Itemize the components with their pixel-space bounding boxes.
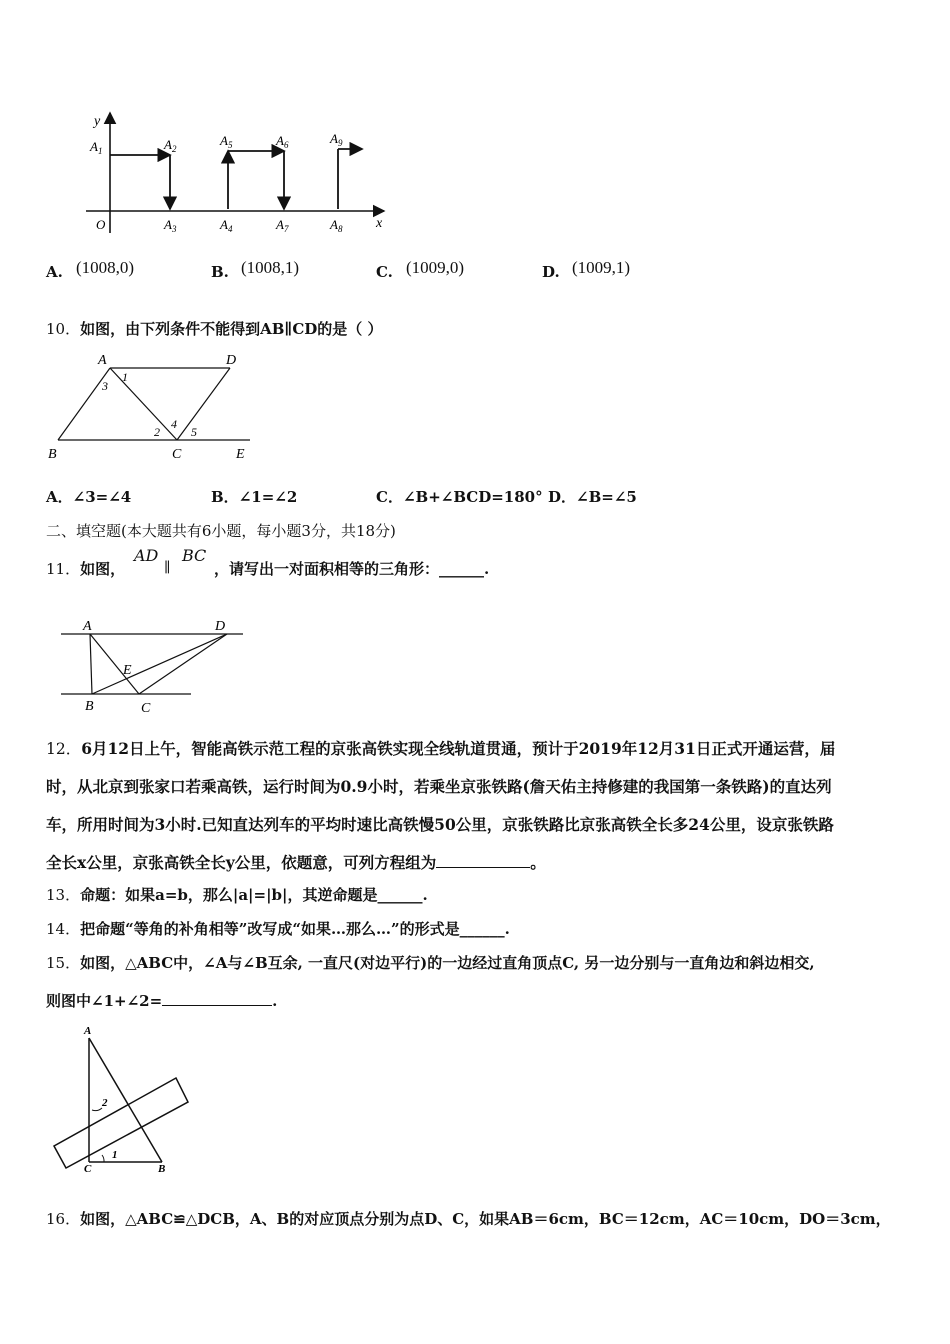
label-c: C [172, 447, 182, 462]
label-d: D [215, 619, 226, 634]
label-b: B [85, 699, 94, 714]
q11-ad: AD [134, 546, 159, 565]
option-value: (1009,1) [572, 258, 631, 277]
line-ac [110, 368, 177, 440]
question-number: 14． [46, 920, 81, 938]
q11-bc: BC [182, 546, 207, 565]
label-a7: $A_7$ [276, 217, 289, 234]
q9-option-d[interactable] [542, 258, 631, 281]
option-label: B． [211, 488, 239, 506]
question-number: 11． [46, 560, 81, 578]
label-a4: $A_4$ [220, 217, 233, 234]
label-a3: $A_3$ [164, 217, 177, 234]
question-number: 13． [46, 886, 81, 904]
option-label: D． [548, 488, 577, 506]
label-c: C [84, 1163, 92, 1175]
q12-line-3: 车，所用时间为3小时.已知直达列车的平均时速比高铁慢50公里，京张铁路比京张高铁全长多24公里，设京张铁路 [46, 815, 834, 834]
label-x: x [376, 216, 383, 231]
q11-figure [55, 612, 255, 717]
option-value: (1008,1) [241, 258, 300, 277]
line-cd [177, 368, 230, 440]
label-d: D [226, 353, 237, 368]
angle-4: 4 [171, 417, 177, 431]
label-a: A [98, 353, 107, 368]
label-e: E [236, 447, 245, 462]
q10-stem [46, 318, 383, 340]
q11-suffix: ，请写出一对面积相等的三角形：______. [214, 560, 490, 578]
q16-stem [46, 1208, 891, 1230]
section-heading: 二、填空题(本大题共有6小题，每小题3分，共18分) [46, 522, 396, 540]
q11-stem [46, 558, 125, 580]
label-a: A [83, 619, 92, 634]
option-label: A. [46, 263, 63, 281]
q15-line-2 [46, 990, 277, 1012]
q12-line-2: 时，从北京到张家口若乘高铁，运行时间为0.9小时，若乘坐京张铁路(詹天佑主持修建的我国第一条铁路)的直达列 [46, 777, 832, 796]
q10-option-d[interactable] [548, 486, 637, 508]
q13-stem [46, 884, 428, 906]
q12-line-1 [46, 730, 916, 768]
angle-2: 2 [102, 1097, 108, 1109]
q12-end: 。 [530, 853, 546, 872]
line-ac [90, 634, 139, 694]
q12-line-4 [46, 844, 916, 882]
label-a6: $A_6$ [276, 133, 289, 150]
option-label: D. [542, 263, 560, 281]
option-label: A． [46, 488, 73, 506]
line-cd [139, 634, 227, 694]
question-text: 如图，△ABC≌△DCB，A、B的对应顶点分别为点D、C，如果AB＝6cm，BC＝12cm，AC＝10cm，DO＝3cm， [80, 1210, 891, 1228]
question-number: 16． [46, 1210, 81, 1228]
label-a5: $A_5$ [220, 133, 233, 150]
label-y: y [94, 114, 101, 129]
angle-1-arc [102, 1155, 104, 1162]
option-label: B. [211, 263, 229, 281]
q12-text-4: 全长x公里，京张高铁全长y公里，依题意，可列方程组为 [46, 853, 437, 872]
line-ab [90, 634, 92, 694]
side-ab [89, 1038, 162, 1162]
label-e: E [123, 663, 132, 678]
label-b: B [158, 1163, 166, 1175]
q9-option-c[interactable] [376, 258, 465, 281]
q15-stem [46, 952, 815, 974]
q15-text-2: 则图中∠1+∠2= [46, 992, 163, 1010]
label-o: O [96, 217, 106, 232]
label-a: A [84, 1025, 92, 1037]
question-number: 15． [46, 954, 81, 972]
angle-1: 1 [122, 370, 128, 384]
option-value: (1009,0) [406, 258, 465, 277]
option-value: ∠B+∠BCD=180° [402, 488, 543, 506]
q9-option-b[interactable] [211, 258, 300, 281]
angle-5: 5 [191, 425, 197, 439]
option-label: C. [376, 263, 393, 281]
angle-1: 1 [112, 1149, 118, 1161]
question-number: 12． [46, 740, 82, 758]
option-value: ∠3=∠4 [72, 488, 132, 506]
q14-stem [46, 918, 510, 940]
q10-figure [40, 348, 260, 463]
q12-answer-blank[interactable] [436, 853, 530, 868]
q10-option-c[interactable] [376, 486, 543, 508]
q15-answer-blank[interactable] [162, 991, 272, 1006]
label-a1: $A_1$ [90, 139, 103, 156]
question-text: 如图，△ABC中，∠A与∠B互余, 一直尺(对边平行)的一边经过直角顶点C, 另一边分别与一直角边和斜边相交, [80, 954, 815, 972]
question-text: 命题：如果a=b，那么|a|=|b|，其逆命题是______. [80, 886, 428, 904]
question-text: 如图，由下列条件不能得到AB∥CD的是（ ） [80, 320, 383, 338]
line-bd [92, 634, 227, 694]
option-value: ∠1=∠2 [238, 488, 298, 506]
question-number: 10． [46, 320, 81, 338]
angle-2: 2 [154, 425, 160, 439]
q10-option-b[interactable] [211, 486, 297, 508]
angle-3: 3 [102, 379, 108, 393]
q12-text-1: 6月12日上午，智能高铁示范工程的京张高铁实现全线轨道贯通，预计于2019年12月31日正式开通运营，届 [81, 739, 836, 758]
angle-2-arc [92, 1108, 102, 1111]
q12-paragraph [46, 730, 916, 882]
question-text: 把命题“等角的补角相等”改写成“如果…那么…”的形式是______. [80, 920, 510, 938]
label-b: B [48, 447, 57, 462]
q15-figure [50, 1020, 200, 1175]
q11-parallel: ∥ [164, 560, 171, 576]
label-a9: $A_9$ [330, 131, 343, 148]
q9-coordinate-figure [80, 105, 400, 245]
q15-end: . [272, 992, 278, 1010]
q9-option-a[interactable] [46, 258, 135, 281]
option-value: ∠B=∠5 [576, 488, 637, 506]
q10-option-a[interactable] [46, 486, 131, 508]
option-value: (1008,0) [76, 258, 135, 277]
label-a8: $A_8$ [330, 217, 343, 234]
question-prefix: 如图， [80, 560, 126, 578]
label-a2: $A_2$ [164, 137, 177, 154]
option-label: C． [376, 488, 403, 506]
label-c: C [141, 701, 151, 716]
